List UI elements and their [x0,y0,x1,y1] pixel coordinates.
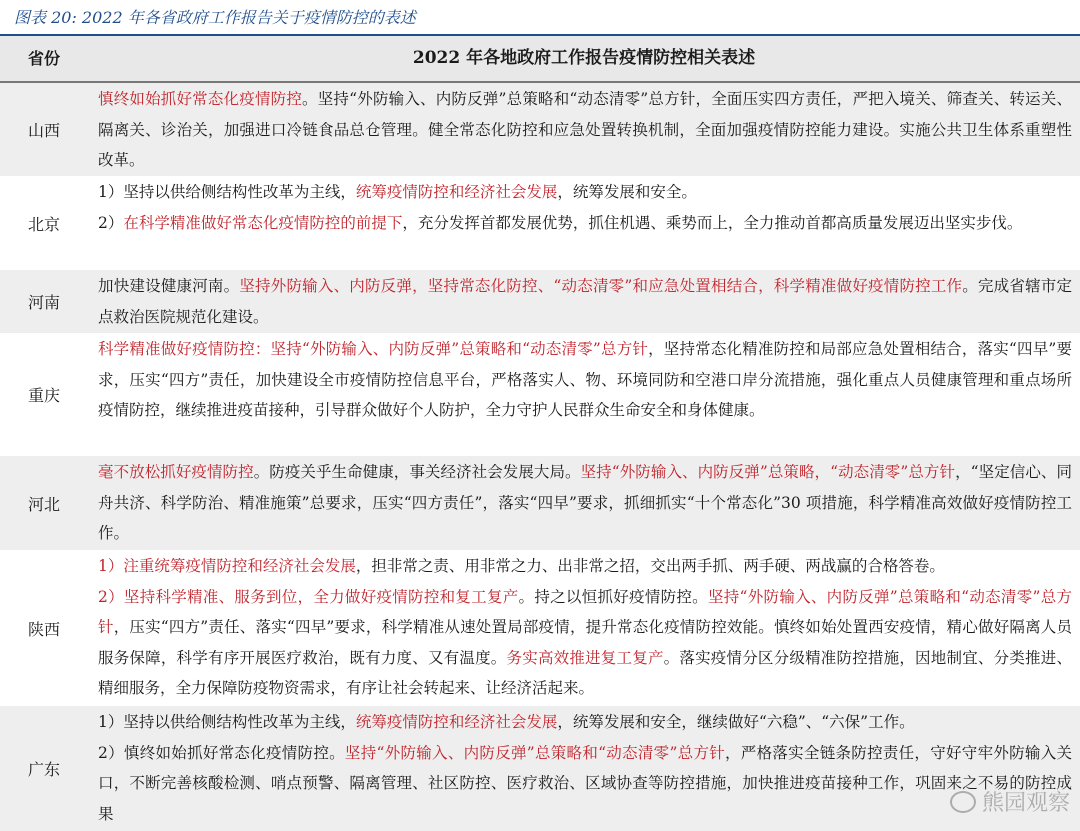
province-cell: 陕西 [27,619,60,639]
table-header [0,36,1080,83]
statement-paragraph [98,457,1072,549]
table-row [0,550,1080,706]
body-text: ，严格落实全链条防控责任，守好守牢外防输入关口，不断完善核酸检测、哨点预警、隔离管理、社区防控、医疗救治、区域协查等防控措施，加快推进疫苗接种工作，巩固来之不易的防控成果 [98,743,1072,823]
body-text: 1）坚持以供给侧结构性改革为主线， [98,713,356,731]
highlighted-text: 统筹疫情防控和经济社会发展 [355,183,558,201]
body-text: ，统筹发展和安全，继续做好“六稳”、“六保”工作。 [557,713,915,731]
body-text: 加快建设健康河南。 [98,277,240,295]
statement-paragraph [98,84,1072,176]
highlighted-text: 坚持“外防输入、内防反弹”总策略和“动态清零”总方针 [344,743,726,762]
highlighted-text: 坚持“外防输入、内防反弹”总策略，“动态清零”总方针 [580,463,956,481]
statement-paragraph [98,334,1072,426]
statement-cell [88,270,1080,333]
highlighted-text: 统筹疫情防控和经济社会发展 [355,713,558,731]
statement-paragraph [98,582,1072,704]
body-text: 。坚持“外防输入、内防反弹”总策略和“动态清零”总方针，全面压实四方责任，严把入境关、筛查关、转运关、隔离关、诊治关，加强进口冷链食品总仓管理。健全常态化防控和应急处置转换机制，全面加强疫情防控能力建设。实施公共卫生体系重塑性改革。 [98,90,1072,169]
statement-cell [88,333,1080,456]
province-cell: 河南 [27,293,60,312]
body-text: ，担非常之责、用非常之力、出非常之招，交出两手抓、两手硬、两战赢的合格答卷。 [355,557,945,575]
watermark-text: 熊园观察 [981,791,1070,816]
highlighted-text: 2）坚持科学精准、服务到位，全力做好疫情防控和复工复产 [98,587,519,606]
table-row [0,176,1080,270]
table-row [0,456,1080,550]
statement-paragraph [98,551,1072,582]
statement-cell [88,456,1080,550]
province-cell: 广东 [27,760,60,779]
highlighted-text: 科学精准做好疫情防控：坚持“外防输入、内防反弹”总策略和“动态清零”总方针 [98,340,649,358]
body-text: 2）慎终如始抓好常态化疫情防控。 [98,743,345,762]
statement-paragraph [98,707,1072,738]
province-cell: 北京 [27,214,60,234]
table-row [0,706,1080,831]
statement-paragraph [98,271,1072,332]
province-cell: 重庆 [27,386,60,405]
statement-cell [88,706,1080,831]
body-text: 。完成省辖市定点救治医院规范化建设。 [98,277,1072,326]
province-cell: 山西 [27,121,60,140]
highlighted-text: 坚持“外防输入、内防反弹”总策略和“动态清零”总方针 [98,587,1072,636]
statement-cell [88,550,1080,706]
table-row [0,333,1080,456]
highlighted-text: 1）注重统筹疫情防控和经济社会发展 [98,557,356,575]
statement-paragraph [98,177,1072,208]
body-text: 。持之以恒抓好疫情防控。 [518,587,708,606]
highlighted-text: 务实高效推进复工复产 [506,648,664,667]
body-text: ，压实“四方”责任、落实“四早”要求，科学精准从速处置局部疫情，提升常态化疫情防控效能。慎终如始处置西安疫情，精心做好隔离人员服务保障，科学有序开展医疗救治，既有力度、又有温度。 [98,618,1072,667]
figure-caption: 图表 20: 2022 年各省政府工作报告关于疫情防控的表述 [0,0,1080,36]
body-text: 1）坚持以供给侧结构性改革为主线， [98,183,356,201]
header-statement: 2022 年各地政府工作报告疫情防控相关表述 [412,48,756,68]
statement-paragraph [98,208,1072,239]
highlighted-text: 在科学精准做好常态化疫情防控的前提下 [123,213,403,232]
highlighted-text: 毫不放松抓好疫情防控 [98,463,254,481]
statement-cell [88,176,1080,270]
body-text: 2） [98,213,124,232]
table-row [0,83,1080,176]
body-text: ，坚持常态化精准防控和局部应急处置相结合，落实“四早”要求，压实“四方”责任，加快建设全市疫情防控信息平台，严格落实人、物、环境同防和空港口岸分流措施，强化重点人员健康管理和重点场所疫情防控，继续推进疫苗接种，引导群众做好个人防护，全力守护人民群众生命安全和身体健康。 [98,340,1072,419]
body-text: ，充分发挥首都发展优势，抓住机遇、乘势而上，全力推动首都高质量发展迈出坚实步伐。 [402,213,1023,232]
highlighted-text: 坚持外防输入、内防反弹，坚持常态化防控、“动态清零”和应急处置相结合，科学精准做好疫情防控工作 [239,277,963,295]
table-body [0,83,1080,831]
body-text: 。防疫关乎生命健康，事关经济社会发展大局。 [253,463,581,481]
statement-paragraph [98,738,1072,830]
highlighted-text: 慎终如始抓好常态化疫情防控 [98,90,303,108]
body-text: ，“坚定信心、同舟共济、科学防治、精准施策”总要求，压实“四方责任”，落实“四早”要求，抓细抓实“十个常态化”30 项措施，科学精准高效做好疫情防控工作。 [98,463,1072,542]
header-province: 省份 [27,49,60,68]
statement-cell [88,83,1080,176]
province-cell: 河北 [27,494,60,514]
table-row [0,270,1080,333]
body-text: 。落实疫情分区分级精准防控措施，因地制宜、分类推进、精细服务，全力保障防疫物资需求，有序让社会转起来、让经济活起来。 [98,648,1072,697]
body-text: ，统筹发展和安全。 [557,183,697,201]
